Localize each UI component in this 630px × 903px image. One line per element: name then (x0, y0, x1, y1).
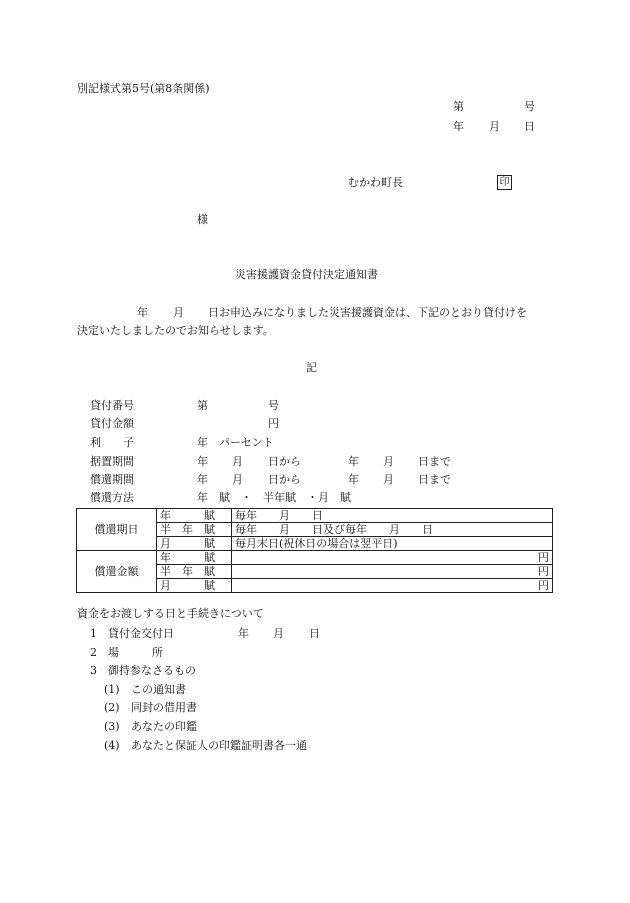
repayment-date-label: 償還期日 (77, 509, 157, 551)
subitem-number: (4) (104, 739, 120, 752)
ki-heading: 記 (306, 361, 317, 374)
detail-value: 年 (348, 473, 359, 486)
body-month: 月 (173, 306, 184, 319)
detail-value: 号 (268, 399, 279, 412)
item-value: 日 (309, 627, 320, 640)
item-label: 御持参なさるもの (108, 664, 196, 677)
addressee-suffix: 様 (197, 213, 208, 226)
detail-value: 月 (232, 455, 243, 468)
freq-cell: 年 賦 (157, 551, 232, 565)
detail-value: 年 (197, 455, 208, 468)
date-desc-cell: 毎年 月 日及び毎年 月 日 (232, 523, 553, 537)
detail-label: 償還方法 (90, 491, 134, 504)
amount-cell: 円 (232, 579, 553, 593)
freq-cell: 月 賦 (157, 537, 232, 551)
body-line1: 日お申込みになりました災害援護資金は、下記のとおり貸付けを (208, 306, 527, 319)
body-year: 年 (137, 306, 148, 319)
detail-value: 年 パーセント (197, 436, 274, 449)
item-label: 場 所 (108, 646, 163, 659)
detail-value: 日まで (418, 455, 451, 468)
subitem-number: (1) (104, 683, 120, 696)
date-desc-cell: 毎年 月 日 (232, 509, 553, 523)
item-label: 貸付金交付日 (108, 627, 174, 640)
detail-label: 償還期間 (90, 473, 134, 486)
detail-value: 年 (197, 473, 208, 486)
subitem-text: あなたと保証人の印鑑証明書各一通 (131, 739, 307, 752)
seal-box: 印 (497, 175, 512, 190)
item-number: 2 (90, 646, 97, 659)
doc-number-prefix: 第 (453, 100, 464, 113)
freq-cell: 半 年 賦 (157, 565, 232, 579)
freq-cell: 月 賦 (157, 579, 232, 593)
document-title: 災害援護資金貸付決定通知書 (235, 268, 378, 281)
detail-value: 月 (232, 473, 243, 486)
amount-cell: 円 (232, 551, 553, 565)
item-number: 1 (90, 627, 97, 640)
subitem-number: (2) (104, 701, 120, 714)
procedure-heading: 資金をお渡しする日と手続きについて (77, 607, 264, 620)
subitem-text: 同封の借用書 (131, 701, 197, 714)
detail-value: 円 (268, 417, 279, 430)
detail-label: 貸付金額 (90, 417, 134, 430)
doc-number-suffix: 号 (524, 100, 535, 113)
form-number: 別記様式第5号(第8条関係) (77, 82, 210, 95)
detail-value: 年 (348, 455, 359, 468)
detail-label: 貸付番号 (90, 399, 134, 412)
detail-value: 日まで (418, 473, 451, 486)
amount-cell: 円 (232, 565, 553, 579)
body-line2: 決定いたしましたのでお知らせします。 (77, 324, 274, 337)
item-value: 月 (273, 627, 284, 640)
subitem-text: この通知書 (131, 683, 186, 696)
date-month: 月 (489, 120, 500, 133)
date-day: 日 (524, 120, 535, 133)
detail-value: 第 (197, 399, 208, 412)
subitem-number: (3) (104, 720, 120, 733)
detail-value: 日から (268, 455, 301, 468)
detail-value: 年 賦 ・ 半年賦 ・月 賦 (197, 491, 351, 504)
freq-cell: 年 賦 (157, 509, 232, 523)
item-number: 3 (90, 664, 97, 677)
detail-label: 据置期間 (90, 455, 134, 468)
issuer-name: むかわ町長 (348, 176, 403, 189)
table-row (77, 509, 553, 523)
repayment-amount-label: 償還金額 (77, 551, 157, 593)
item-value: 年 (238, 627, 249, 640)
detail-value: 日から (268, 473, 301, 486)
table-row (77, 551, 553, 565)
detail-value: 月 (383, 455, 394, 468)
detail-value: 月 (383, 473, 394, 486)
repayment-table (76, 508, 553, 593)
date-desc-cell: 毎月末日(祝休日の場合は翌平日) (232, 537, 553, 551)
detail-label: 利 子 (90, 436, 134, 449)
subitem-text: あなたの印鑑 (131, 720, 197, 733)
date-year: 年 (453, 120, 464, 133)
freq-cell: 半 年 賦 (157, 523, 232, 537)
